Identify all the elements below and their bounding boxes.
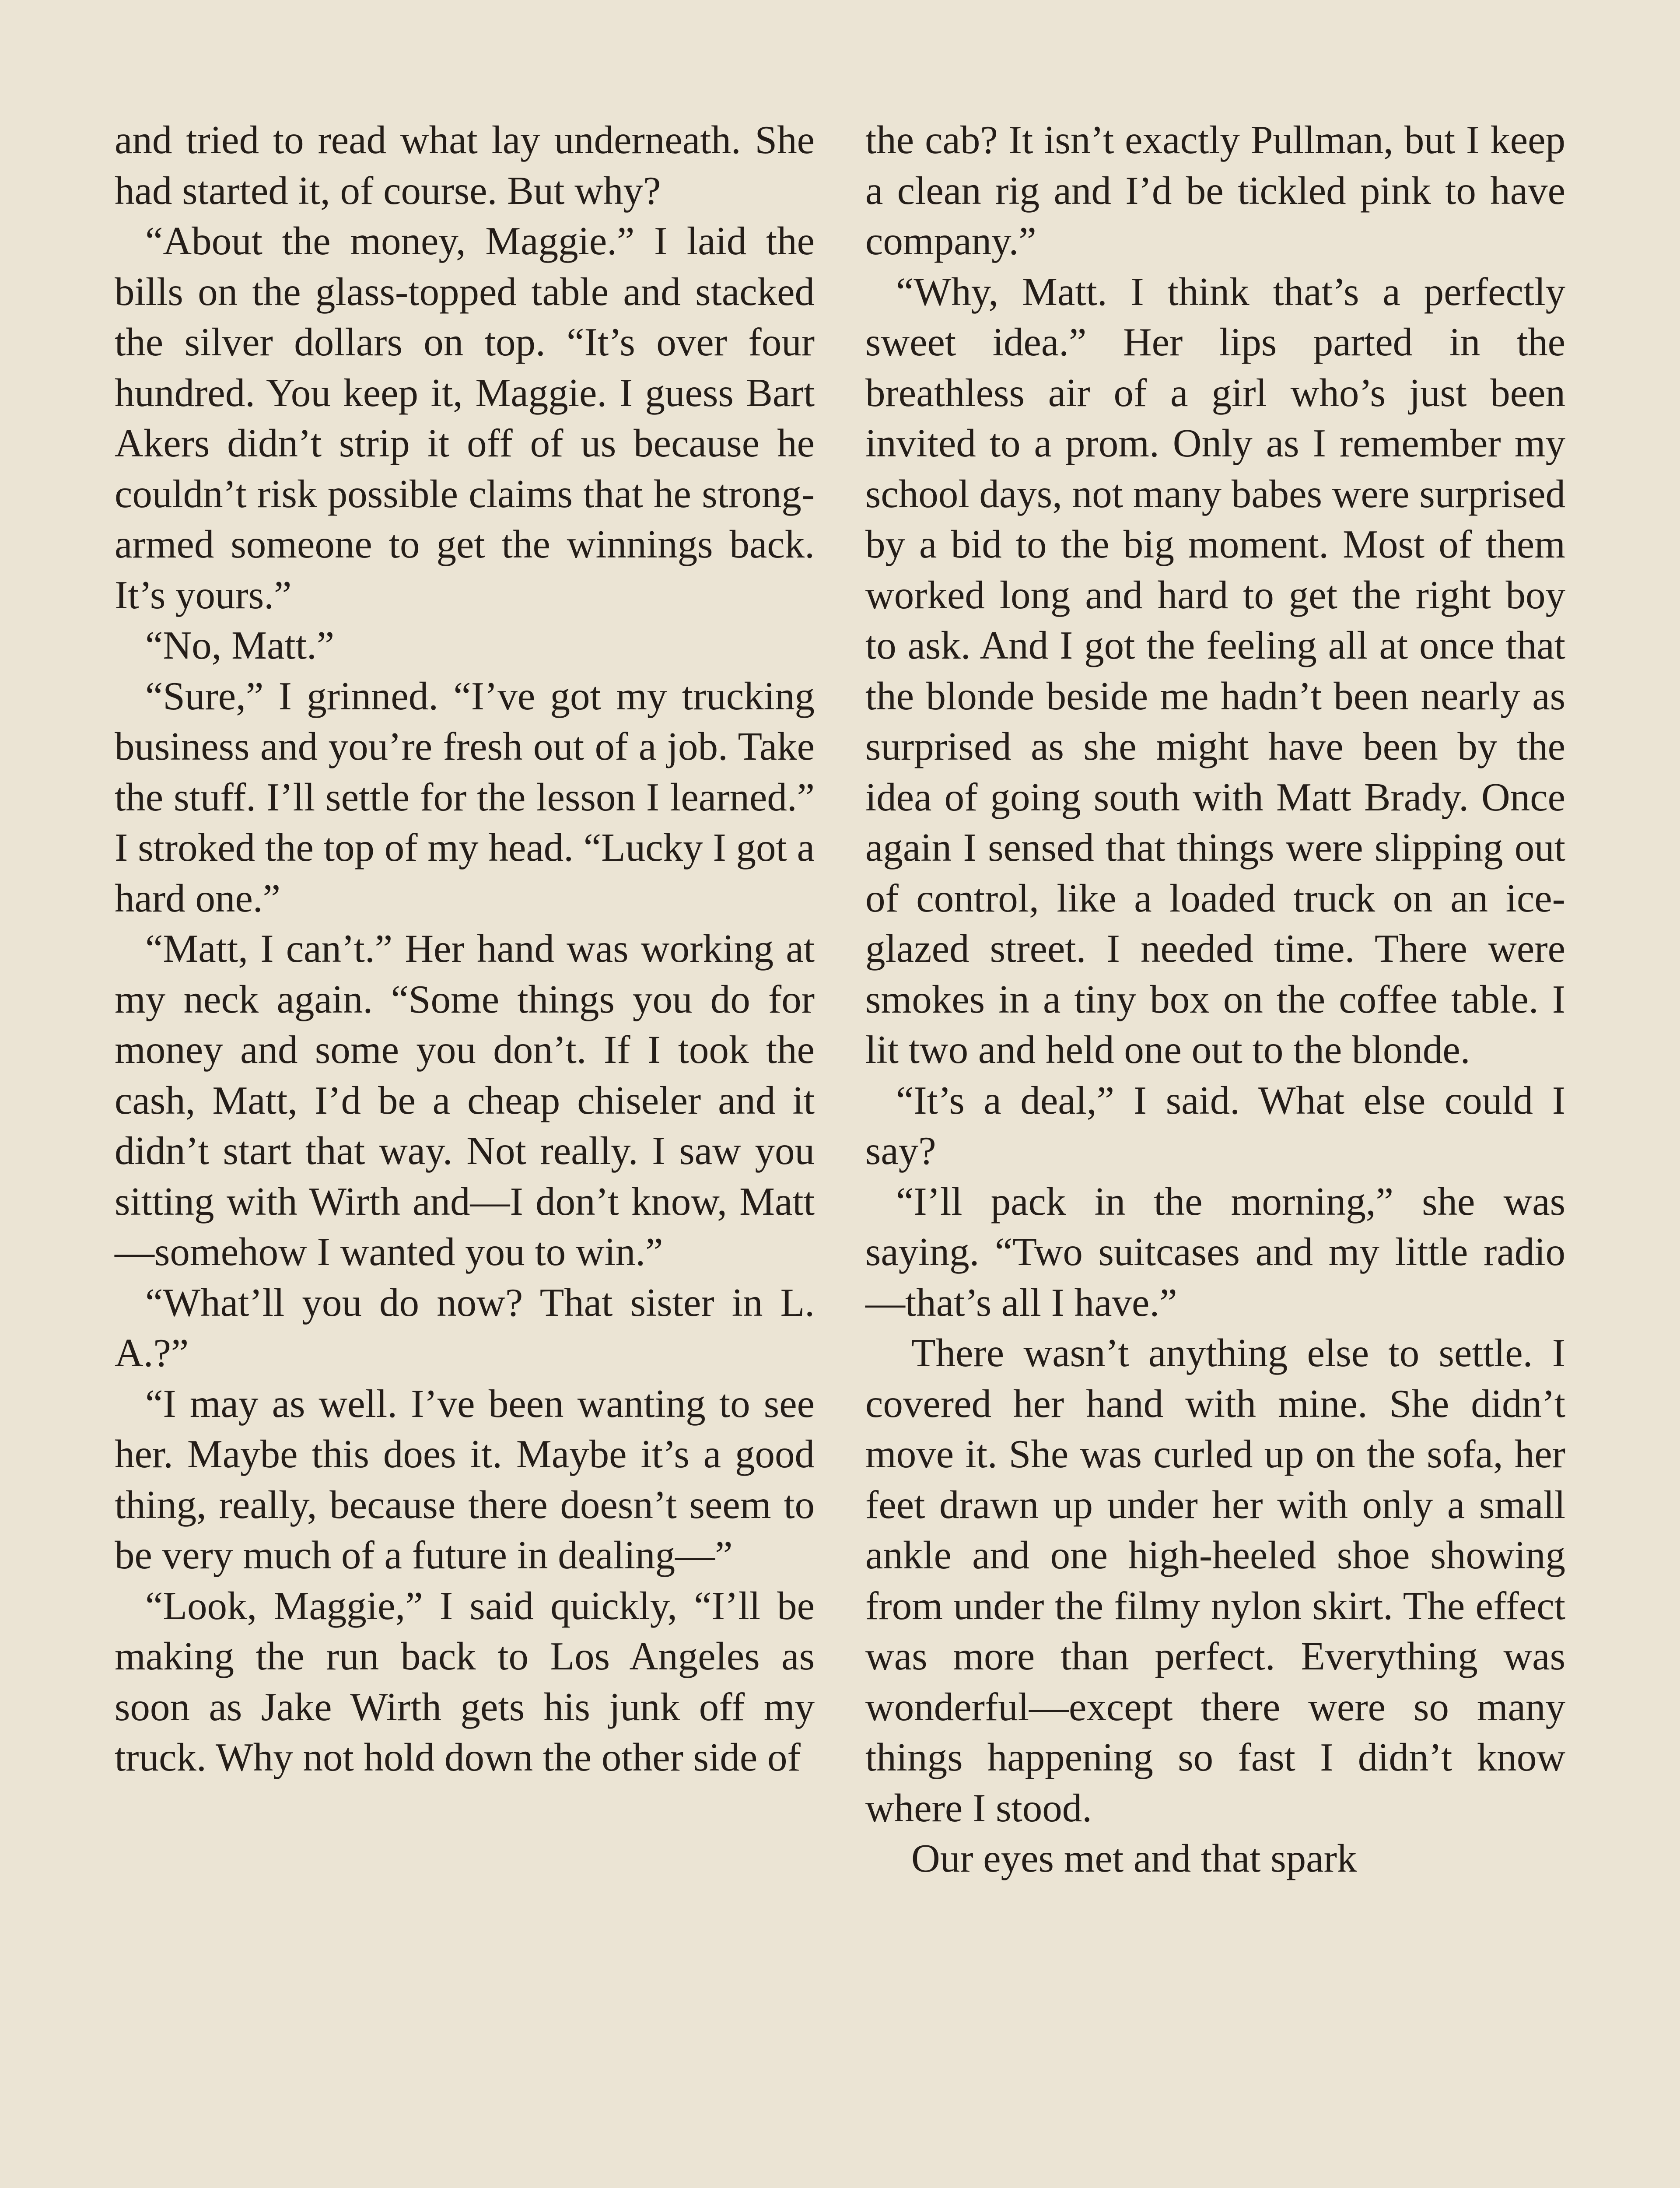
paragraph: “It’s a deal,” I said. What else could I say? xyxy=(865,1078,1565,1173)
paragraph: “I’ll pack in the morning,” she was saying. “Two suitcases and my little radio—that’s all I have.” xyxy=(865,1179,1565,1325)
paragraph: and tried to read what lay underneath. She had started it, of course. But why? xyxy=(115,118,815,213)
paragraph: There wasn’t anything else to settle. I covered her hand with mine. She didn’t move it. She was curled up on the sofa, her feet drawn up under her with only a small ankle and one high-heeled shoe showing from under the filmy nylon skirt. The effect was more than perfect. Everything was wonderful—except there were so many things happening so fast I didn’t know where I stood. xyxy=(865,1331,1565,1830)
paragraph: Our eyes met and that spark xyxy=(911,1836,1357,1880)
paragraph: “What’ll you do now? That sister in L. A.?” xyxy=(115,1280,815,1375)
paragraph: “Sure,” I grinned. “I’ve got my trucking business and you’re fresh out of a job. Take the stuff. I’ll settle for the lesson I learned.” I stroked the top of my head. “Lucky I got a hard one.” xyxy=(115,673,815,920)
paragraph: “Look, Maggie,” I said quickly, “I’ll be making the run back to Los Angeles as soon as Jake Wirth gets his junk off my truck. Why not hold down the other side of xyxy=(115,1583,815,1779)
paragraph: “About the money, Maggie.” I laid the bills on the glass-topped table and stacked the silver dollars on top. “It’s over four hundred. You keep it, Maggie. I guess Bart Akers didn’t strip it off of us because he couldn’t risk possible claims that he strong-armed someone to get the winnings back. It’s yours.” xyxy=(115,219,815,617)
paragraph: “Matt, I can’t.” Her hand was working at my neck again. “Some things you do for money and some you don’t. If I took the cash, Matt, I’d be a cheap chiseler and it didn’t start that way. Not really. I saw you sitting with Wirth and—I don’t know, Matt—somehow I wanted you to win.” xyxy=(115,926,815,1274)
paragraph: the cab? It isn’t exactly Pullman, but I keep a clean rig and I’d be tickled pink to have company.” xyxy=(865,118,1565,263)
paragraph: “No, Matt.” xyxy=(145,623,335,667)
paragraph: “Why, Matt. I think that’s a perfectly sweet idea.” Her lips parted in the breathless air of a girl who’s just been invited to a prom. Only as I remember my school days, not many babes were surprised by a bid to the big moment. Most of them worked long and hard to get the right boy to ask. And I got the feeling all at once that the blonde beside me hadn’t been nearly as surprised as she might have been by the idea of going south with Matt Brady. Once again I sensed that things were slipping out of control, like a loaded truck on an ice-glazed street. I needed time. There were smokes in a tiny box on the coffee table. I lit two and held one out to the blonde. xyxy=(865,269,1565,1072)
paragraph: “I may as well. I’ve been wanting to see her. Maybe this does it. Maybe it’s a good thing, really, because there doesn’t seem to be very much of a future in dealing—” xyxy=(115,1381,815,1577)
left-text-column xyxy=(115,115,815,1783)
right-text-column xyxy=(865,115,1565,1884)
